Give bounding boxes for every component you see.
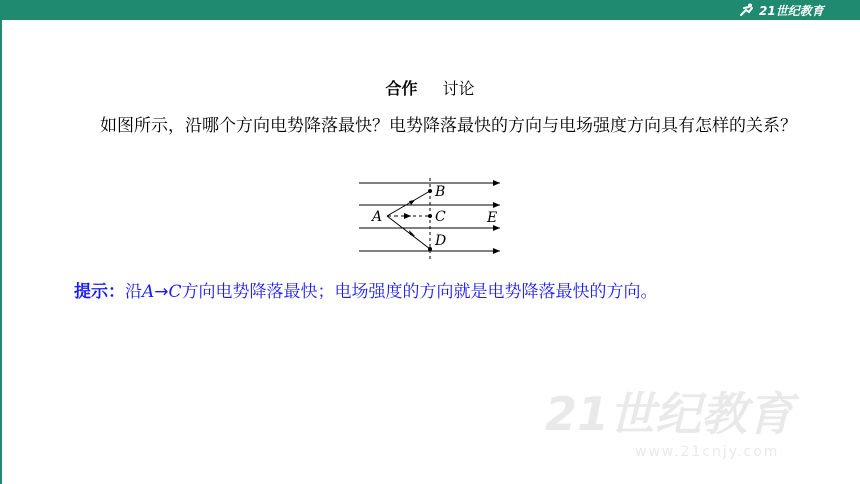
point-d (428, 247, 432, 251)
label-d: D (435, 233, 447, 249)
watermark (545, 378, 845, 458)
ray-a-to-d (387, 216, 430, 249)
runner-icon (738, 3, 756, 17)
logo-text: 21世纪教育 (759, 3, 824, 18)
section-heading (0, 76, 860, 99)
question-text: 如图所示，沿哪个方向电势降落最快？电势降落最快的方向与电场强度方向具有怎样的关系？ (100, 116, 797, 136)
label-c: C (435, 209, 446, 225)
hint-from: A (142, 282, 155, 302)
label-a: A (372, 209, 383, 225)
label-b: B (435, 184, 446, 200)
field-diagram (355, 175, 505, 260)
ray-a-to-b (387, 191, 430, 216)
point-c (428, 214, 432, 218)
hint-label: 提示： (74, 282, 125, 302)
point-b (428, 189, 432, 193)
brand-logo (738, 2, 824, 18)
hint-to: C (168, 282, 182, 302)
watermark-sub: www.21cnjy.com (635, 444, 780, 460)
heading-main: 合作 (385, 79, 418, 98)
arrowhead-d (409, 230, 415, 236)
arrowhead-b (409, 200, 415, 205)
hint-before: 沿 (125, 282, 142, 302)
hint-text (74, 277, 834, 302)
watermark-main: 21世纪教育 (545, 387, 794, 441)
hint-arrow: → (154, 282, 169, 302)
hint-after: 方向电势降落最快；电场强度的方向就是电势降落最快的方向。 (181, 282, 658, 302)
label-e: E (487, 210, 498, 226)
heading-sub: 讨论 (442, 79, 475, 98)
